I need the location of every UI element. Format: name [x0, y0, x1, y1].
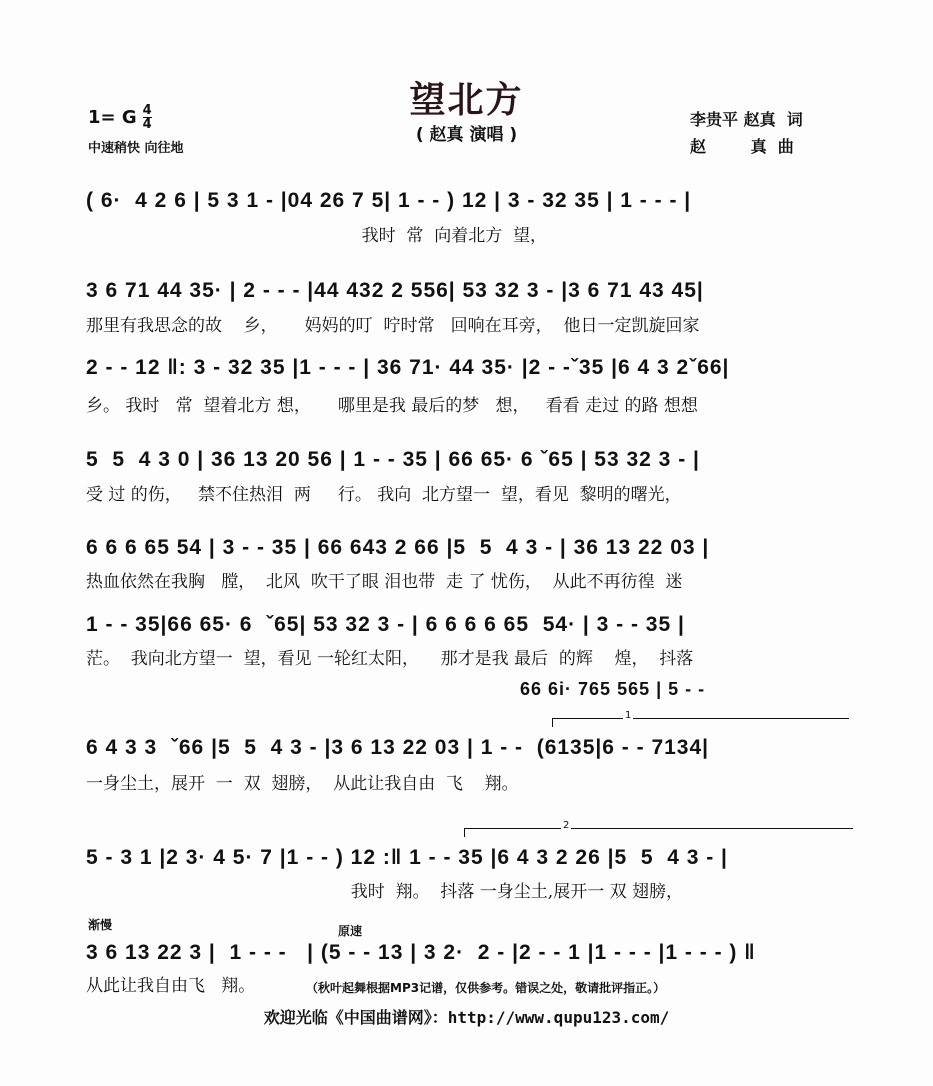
score-row-1-lyrics: 我时 常 向着北方 望， — [86, 226, 548, 246]
score-row-5-lyrics: 热血依然在我胸 膛， 北风 吹干了眼 泪也带 走 了 忧伤， 从此不再彷徨 迷 — [86, 572, 683, 592]
score-row-3-notes: 2 - - 12 ‖: 3 - 32 35 |1 - - - | 36 71· 44 35· |2 - -ˇ35 |6 4 3 2ˇ66| — [86, 356, 730, 379]
score-row-7-lyrics: 一身尘土，展开 一 双 翅膀， 从此让我自由 飞 翔。 — [86, 774, 519, 794]
score-row-2-lyrics: 那里有我思念的故 乡， 妈妈的叮 咛时常 回响在耳旁， 他日一定凯旋回家 — [86, 316, 700, 336]
score-row-7-notes: 6 4 3 3 ˇ66 |5 5 4 3 - |3 6 13 22 03 | 1 - - (6135|6 - - 7134| — [86, 736, 710, 759]
composer: 赵 真 曲 — [690, 137, 794, 156]
transcription-remark: （秋叶起舞根据MP3记谱，仅供参考。错误之处，敬请批评指正。） — [306, 981, 666, 995]
credits — [690, 106, 803, 160]
score-row-8-lyrics: 我时 翔。 抖落 一身尘土,展开一 双 翅膀， — [86, 882, 684, 902]
volta-bracket-2: 2 — [464, 828, 853, 837]
score-row-4-lyrics: 受 过 的伤， 禁不住热泪 两 行。 我向 北方望一 望，看见 黎明的曙光， — [86, 485, 682, 505]
score-row-9-notes: 3 6 13 22 3 | 1 - - - | (5 - - 13 | 3 2· 2 - |2 - - 1 |1 - - - |1 - - - ) ‖ — [86, 941, 756, 964]
song-title: 望北方 — [409, 80, 524, 121]
score-row-1-notes: ( 6· 4 2 6 | 5 3 1 - |04 26 7 5| 1 - - ) 12 | 3 - 32 35 | 1 - - - | — [86, 189, 692, 212]
a-tempo-marking: 原速 — [338, 924, 363, 938]
score-row-9-lyrics: 从此让我自由飞 翔。 — [86, 976, 256, 996]
score-row-2-notes: 3 6 71 44 35· | 2 - - - |44 432 2 556| 53 32 3 - |3 6 71 43 45| — [86, 279, 704, 302]
score-row-8-notes: 5 - 3 1 |2 3· 4 5· 7 |1 - - ) 12 :‖ 1 - - 35 |6 4 3 2 26 |5 5 4 3 - | — [86, 846, 728, 869]
score-row-3-lyrics: 乡。 我时 常 望着北方 想， 哪里是我 最后的梦 想， 看看 走过 的路 想想 — [86, 396, 698, 416]
ritardando-marking: 渐慢 — [88, 918, 113, 932]
site-footer: 欢迎光临《中国曲谱网》：http://www.qupu123.com/ — [263, 1008, 670, 1027]
score-row-5-notes: 6 6 6 65 54 | 3 - - 35 | 66 643 2 66 |5 5 4 3 - | 36 13 22 03 | — [86, 536, 710, 559]
key-signature — [88, 104, 152, 131]
tempo-marking: 中速稍快 向往地 — [88, 141, 184, 156]
key-label: 1= G — [88, 107, 137, 128]
score-row-6-notes: 1 - - 35|66 65· 6 ˇ65| 53 32 3 - | 6 6 6 6 65 54· | 3 - - 35 | — [86, 613, 685, 636]
score-ossia-notes: 66 6i· 765 565 | 5 - - — [520, 679, 706, 699]
volta-bracket-1: 1 — [552, 718, 849, 727]
score-row-4-notes: 5 5 4 3 0 | 36 13 20 56 | 1 - - 35 | 66 65· 6 ˇ65 | 53 32 3 - | — [86, 448, 700, 471]
singer-credit: ( 赵真 演唱 ) — [415, 125, 518, 145]
time-signature: $\frac{4}{4}$ — [142, 103, 152, 132]
lyricist: 李贵平 赵真 词 — [690, 110, 803, 129]
score-row-6-lyrics: 茫。 我向北方望一 望，看见 一轮红太阳， 那才是我 最后 的辉 煌， 抖落 — [86, 649, 694, 669]
